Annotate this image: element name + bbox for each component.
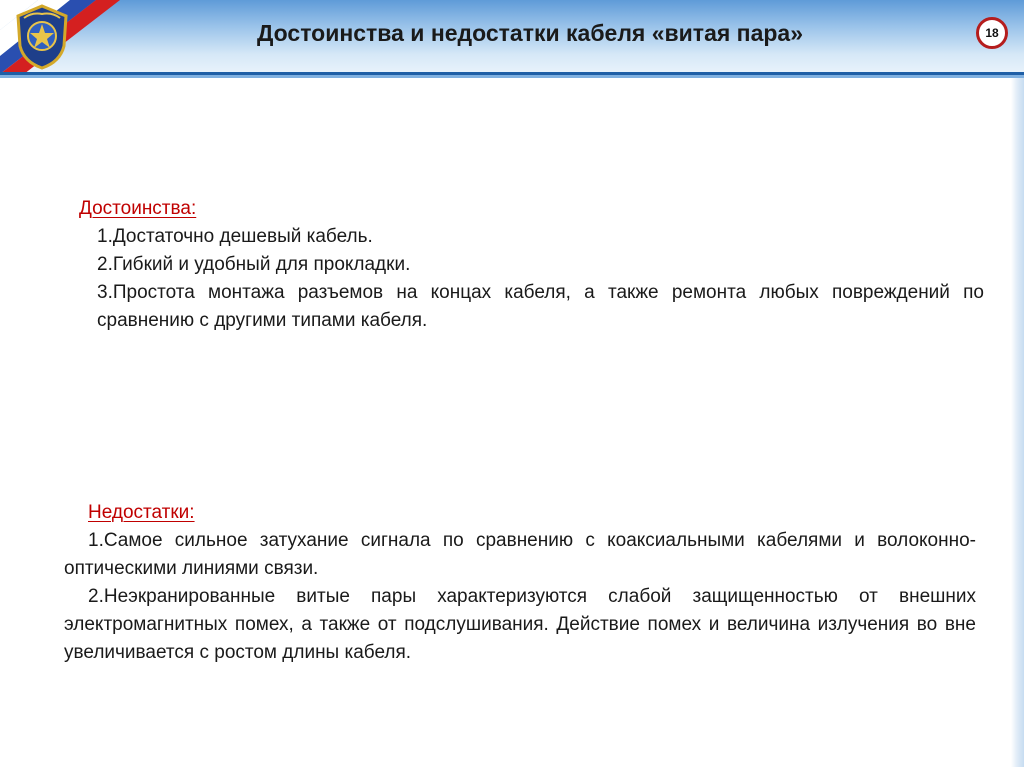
advantage-item: 1.Достаточно дешевый кабель. bbox=[97, 226, 373, 247]
advantages-heading: Достоинства: bbox=[79, 198, 197, 219]
page-title: Достоинства и недостатки кабеля «витая пара» bbox=[256, 20, 803, 46]
disadvantages-heading: Недостатки: bbox=[88, 502, 195, 523]
header-bar bbox=[0, 0, 1024, 78]
disadvantages-section bbox=[64, 499, 976, 667]
page-number-badge: 18 bbox=[976, 17, 1008, 49]
disadvantage-item: 2.Неэкранированные витые пары характеризуются слабой защищенностью от внешних электромагнитных помех, а также от подслушивания. Действие помех и величина излучения во вне увеличивается с ростом длины кабеля. bbox=[64, 586, 976, 663]
header-divider-light bbox=[0, 75, 1024, 78]
right-edge-decoration bbox=[1011, 78, 1024, 767]
advantage-item: 3.Простота монтажа разъемов на концах кабеля, а также ремонта любых повреждений по сравнению с другими типами кабеля. bbox=[97, 282, 984, 331]
disadvantage-item: 1.Самое сильное затухание сигнала по сравнению с коаксиальными кабелями и волоконно-оптическими линиями связи. bbox=[64, 530, 976, 579]
advantages-section bbox=[79, 195, 984, 335]
emblem-logo bbox=[14, 4, 70, 70]
advantage-item: 2.Гибкий и удобный для прокладки. bbox=[97, 254, 411, 275]
